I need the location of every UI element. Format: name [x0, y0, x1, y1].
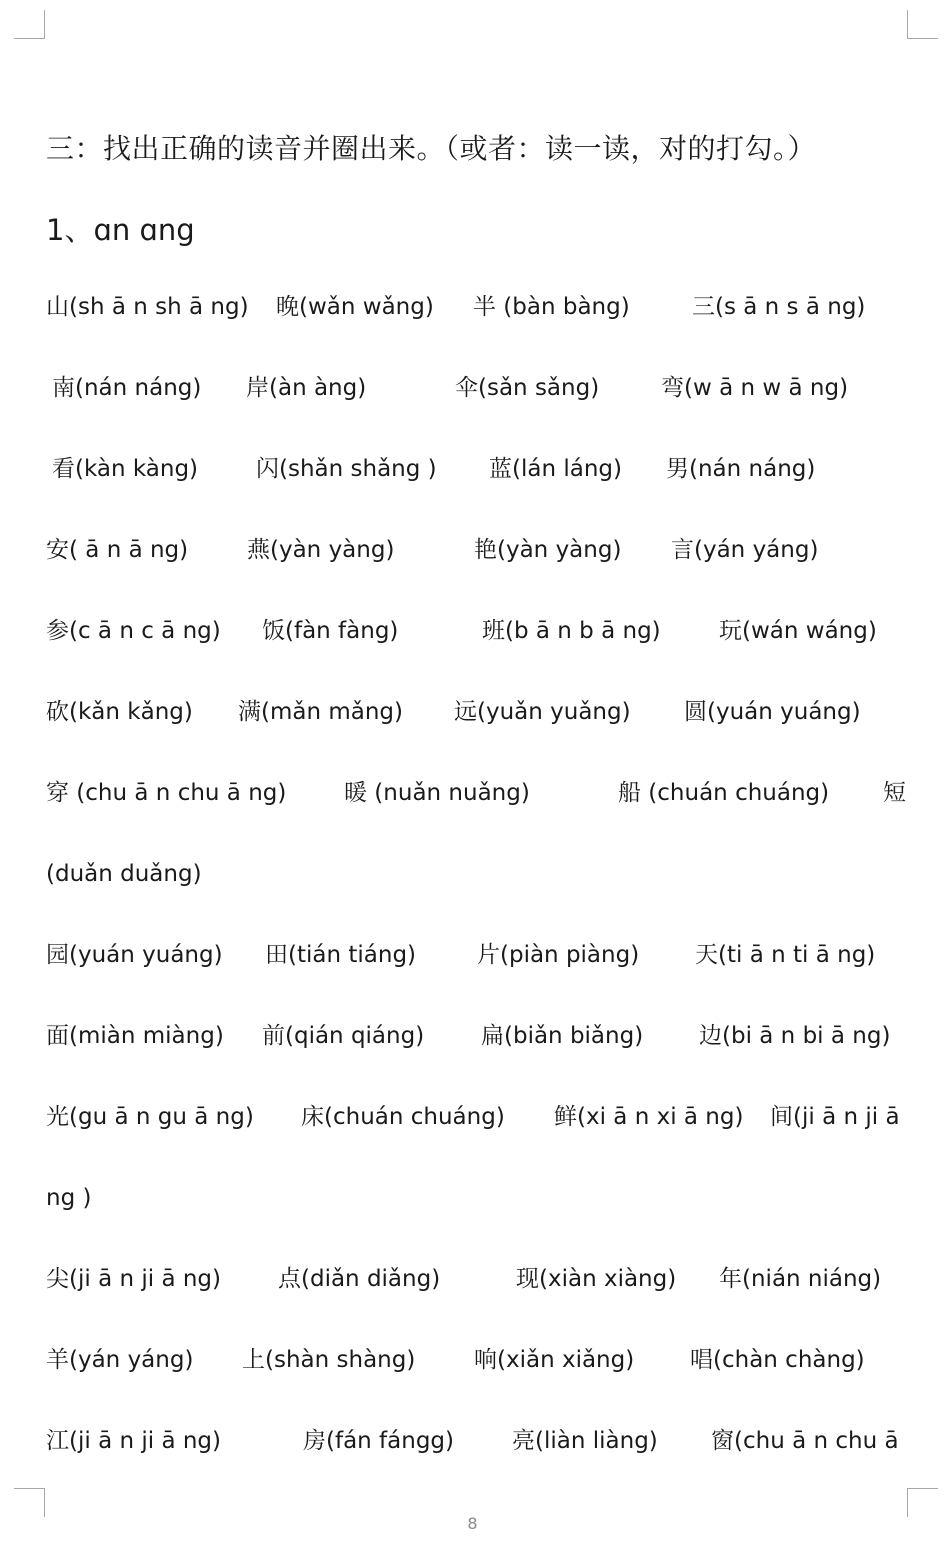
- pinyin-options: (nián niáng): [742, 1266, 882, 1292]
- pinyin-options: (yàn yàng): [270, 537, 395, 563]
- pinyin-options: (miàn miàng): [69, 1023, 224, 1049]
- pinyin-choice-item[interactable]: [719, 1264, 881, 1294]
- hanzi-character: 园: [46, 942, 69, 968]
- pinyin-options: (sǎn sǎng): [478, 375, 600, 401]
- pinyin-options: (xiǎn xiǎng): [497, 1347, 635, 1373]
- pinyin-choice-item[interactable]: [46, 859, 202, 889]
- hanzi-character: 蓝: [489, 456, 512, 482]
- pinyin-choice-item[interactable]: [711, 1426, 899, 1456]
- pinyin-choice-item[interactable]: [262, 616, 398, 646]
- pinyin-options: (s ā n s ā ng): [715, 294, 866, 320]
- pinyin-options: (lán láng): [512, 456, 622, 482]
- pinyin-choice-item[interactable]: [454, 697, 631, 727]
- hanzi-character: 点: [278, 1266, 301, 1292]
- pinyin-options: (bàn bàng): [496, 294, 630, 320]
- pinyin-options: (piàn piàng): [500, 942, 640, 968]
- pinyin-options: (sh ā n sh ā ng): [69, 294, 249, 320]
- pinyin-choice-item[interactable]: [512, 1426, 658, 1456]
- pinyin-options: (diǎn diǎng): [301, 1266, 441, 1292]
- page-number: 8: [467, 1514, 478, 1533]
- pinyin-choice-item[interactable]: [46, 1345, 193, 1375]
- hanzi-character: 山: [46, 294, 69, 320]
- pinyin-choice-item[interactable]: [684, 697, 861, 727]
- hanzi-character: 唱: [690, 1347, 713, 1373]
- pinyin-choice-item[interactable]: [242, 1345, 415, 1375]
- pinyin-choice-item[interactable]: [46, 697, 193, 727]
- hanzi-character: 言: [671, 537, 694, 563]
- pinyin-choice-item[interactable]: [46, 1021, 224, 1051]
- pinyin-choice-item[interactable]: [278, 1264, 440, 1294]
- hanzi-character: 弯: [661, 375, 684, 401]
- pinyin-options: (yuán yuáng): [707, 699, 861, 725]
- pinyin-options: (wǎn wǎng): [299, 294, 434, 320]
- pinyin-options: (mǎn mǎng): [261, 699, 404, 725]
- pinyin-options: (shàn shàng): [265, 1347, 416, 1373]
- pinyin-options: (ji ā n ji ā ng): [69, 1266, 222, 1292]
- hanzi-character: 伞: [455, 375, 478, 401]
- pinyin-options: (chuán chuáng): [641, 780, 830, 806]
- pinyin-choice-item[interactable]: [46, 535, 188, 565]
- hanzi-character: 羊: [46, 1347, 69, 1373]
- hanzi-character: 扁: [481, 1023, 504, 1049]
- subsection-heading: 1、ɑn ɑng: [46, 213, 195, 247]
- pinyin-choice-item[interactable]: [52, 373, 201, 403]
- crop-mark-top-right: [907, 10, 938, 39]
- pinyin-choice-item[interactable]: [46, 1264, 221, 1294]
- hanzi-character: 南: [52, 375, 75, 401]
- pinyin-options: (xi ā n xi ā ng): [577, 1104, 744, 1130]
- pinyin-options: ( ā n ā ng): [69, 537, 189, 563]
- pinyin-options: (wán wáng): [742, 618, 877, 644]
- hanzi-character: 短: [883, 780, 906, 806]
- pinyin-choice-item[interactable]: [481, 1021, 643, 1051]
- pinyin-choice-item[interactable]: [46, 616, 221, 646]
- pinyin-options: (tián tiáng): [288, 942, 417, 968]
- pinyin-choice-item[interactable]: [265, 940, 416, 970]
- pinyin-choice-item[interactable]: [301, 1102, 505, 1132]
- pinyin-choice-item[interactable]: [473, 292, 630, 322]
- pinyin-options: (kǎn kǎng): [69, 699, 193, 725]
- hanzi-character: 圆: [684, 699, 707, 725]
- pinyin-choice-item[interactable]: [256, 454, 437, 484]
- pinyin-choice-item[interactable]: [455, 373, 599, 403]
- pinyin-options: (chàn chàng): [713, 1347, 865, 1373]
- pinyin-choice-item[interactable]: [262, 1021, 424, 1051]
- pinyin-options: (shǎn shǎng ): [279, 456, 437, 482]
- pinyin-options: (àn àng): [269, 375, 367, 401]
- hanzi-character: 年: [719, 1266, 742, 1292]
- hanzi-character: 男: [666, 456, 689, 482]
- pinyin-choice-item[interactable]: [661, 373, 848, 403]
- hanzi-character: 岸: [246, 375, 269, 401]
- hanzi-character: 船: [618, 780, 641, 806]
- pinyin-choice-item[interactable]: [246, 373, 366, 403]
- hanzi-character: 晚: [276, 294, 299, 320]
- hanzi-character: 上: [242, 1347, 265, 1373]
- hanzi-character: 光: [46, 1104, 69, 1130]
- hanzi-character: 燕: [247, 537, 270, 563]
- hanzi-character: 现: [516, 1266, 539, 1292]
- pinyin-options: (duǎn duǎng): [46, 861, 202, 887]
- pinyin-choice-item[interactable]: [474, 535, 621, 565]
- pinyin-options: (c ā n c ā ng): [69, 618, 221, 644]
- pinyin-options: (ji ā n ji ā ng): [69, 1428, 222, 1454]
- pinyin-options: (nán náng): [75, 375, 202, 401]
- pinyin-options: (w ā n w ā ng): [684, 375, 849, 401]
- hanzi-character: 房: [303, 1428, 326, 1454]
- hanzi-character: 班: [482, 618, 505, 644]
- pinyin-options: (chu ā n chu ā: [734, 1428, 899, 1454]
- pinyin-choice-item[interactable]: [699, 1021, 890, 1051]
- pinyin-options: (biǎn biǎng): [504, 1023, 644, 1049]
- pinyin-choice-item[interactable]: [690, 1345, 865, 1375]
- pinyin-choice-item[interactable]: [46, 778, 286, 808]
- hanzi-character: 间: [770, 1104, 793, 1130]
- pinyin-choice-item[interactable]: [46, 1102, 254, 1132]
- pinyin-choice-item[interactable]: [618, 778, 829, 808]
- crop-mark-bottom-left: [14, 1488, 45, 1517]
- hanzi-character: 暖: [344, 780, 367, 806]
- pinyin-choice-item[interactable]: [719, 616, 877, 646]
- pinyin-options: (b ā n b ā ng): [505, 618, 661, 644]
- pinyin-choice-item[interactable]: [770, 1102, 900, 1132]
- hanzi-character: 片: [477, 942, 500, 968]
- hanzi-character: 远: [454, 699, 477, 725]
- hanzi-character: 前: [262, 1023, 285, 1049]
- pinyin-options: (gu ā n gu ā ng): [69, 1104, 254, 1130]
- pinyin-choice-item[interactable]: [344, 778, 530, 808]
- pinyin-options: (liàn liàng): [535, 1428, 658, 1454]
- pinyin-options: (fàn fàng): [285, 618, 399, 644]
- hanzi-character: 砍: [46, 699, 69, 725]
- pinyin-choice-item[interactable]: [482, 616, 661, 646]
- hanzi-character: 窗: [711, 1428, 734, 1454]
- pinyin-options: (bi ā n bi ā ng): [722, 1023, 891, 1049]
- hanzi-character: 江: [46, 1428, 69, 1454]
- pinyin-choice-item[interactable]: [516, 1264, 676, 1294]
- hanzi-character: 闪: [256, 456, 279, 482]
- pinyin-options: (chuán chuáng): [324, 1104, 505, 1130]
- pinyin-options: (yán yáng): [69, 1347, 194, 1373]
- hanzi-character: 参: [46, 618, 69, 644]
- hanzi-character: 艳: [474, 537, 497, 563]
- hanzi-character: 玩: [719, 618, 742, 644]
- pinyin-options: (nán náng): [689, 456, 816, 482]
- pinyin-choice-item[interactable]: [276, 292, 434, 322]
- crop-mark-top-left: [14, 10, 45, 39]
- pinyin-choice-item[interactable]: [554, 1102, 743, 1132]
- hanzi-character: 安: [46, 537, 69, 563]
- pinyin-choice-item[interactable]: [46, 292, 249, 322]
- hanzi-character: 天: [695, 942, 718, 968]
- pinyin-options: (yuǎn yuǎng): [477, 699, 631, 725]
- pinyin-options: (yàn yàng): [497, 537, 622, 563]
- pinyin-choice-item[interactable]: [46, 1183, 91, 1213]
- hanzi-character: 三: [692, 294, 715, 320]
- hanzi-character: 边: [699, 1023, 722, 1049]
- pinyin-options: (ti ā n ti ā ng): [718, 942, 876, 968]
- pinyin-choice-item[interactable]: [46, 940, 223, 970]
- pinyin-choice-item[interactable]: [247, 535, 394, 565]
- hanzi-character: 响: [474, 1347, 497, 1373]
- crop-mark-bottom-right: [907, 1488, 938, 1517]
- hanzi-character: 尖: [46, 1266, 69, 1292]
- pinyin-options: ng ): [46, 1185, 92, 1211]
- hanzi-character: 看: [52, 456, 75, 482]
- pinyin-options: (nuǎn nuǎng): [367, 780, 530, 806]
- pinyin-options: (yuán yuáng): [69, 942, 223, 968]
- pinyin-choice-item[interactable]: [489, 454, 622, 484]
- pinyin-options: (ji ā n ji ā: [793, 1104, 900, 1130]
- pinyin-choice-item[interactable]: [477, 940, 639, 970]
- section-heading: 三：找出正确的读音并圈出来。（或者：读一读，对的打勾。）: [46, 132, 817, 165]
- hanzi-character: 床: [301, 1104, 324, 1130]
- pinyin-options: (yán yáng): [694, 537, 819, 563]
- pinyin-options: (qián qiáng): [285, 1023, 425, 1049]
- pinyin-choice-item[interactable]: [52, 454, 198, 484]
- pinyin-options: (kàn kàng): [75, 456, 199, 482]
- pinyin-choice-item[interactable]: [695, 940, 875, 970]
- pinyin-choice-item[interactable]: [883, 778, 906, 808]
- hanzi-character: 饭: [262, 618, 285, 644]
- hanzi-character: 穿: [46, 780, 69, 806]
- pinyin-choice-item[interactable]: [238, 697, 403, 727]
- hanzi-character: 面: [46, 1023, 69, 1049]
- pinyin-choice-item[interactable]: [671, 535, 818, 565]
- pinyin-options: (chu ā n chu ā ng): [69, 780, 287, 806]
- hanzi-character: 鲜: [554, 1104, 577, 1130]
- pinyin-choice-item[interactable]: [303, 1426, 454, 1456]
- hanzi-character: 亮: [512, 1428, 535, 1454]
- hanzi-character: 满: [238, 699, 261, 725]
- hanzi-character: 半: [473, 294, 496, 320]
- pinyin-choice-item[interactable]: [666, 454, 815, 484]
- hanzi-character: 田: [265, 942, 288, 968]
- pinyin-choice-item[interactable]: [474, 1345, 634, 1375]
- pinyin-choice-item[interactable]: [46, 1426, 221, 1456]
- pinyin-options: (fán fángg): [326, 1428, 454, 1454]
- pinyin-options: (xiàn xiàng): [539, 1266, 677, 1292]
- pinyin-choice-item[interactable]: [692, 292, 865, 322]
